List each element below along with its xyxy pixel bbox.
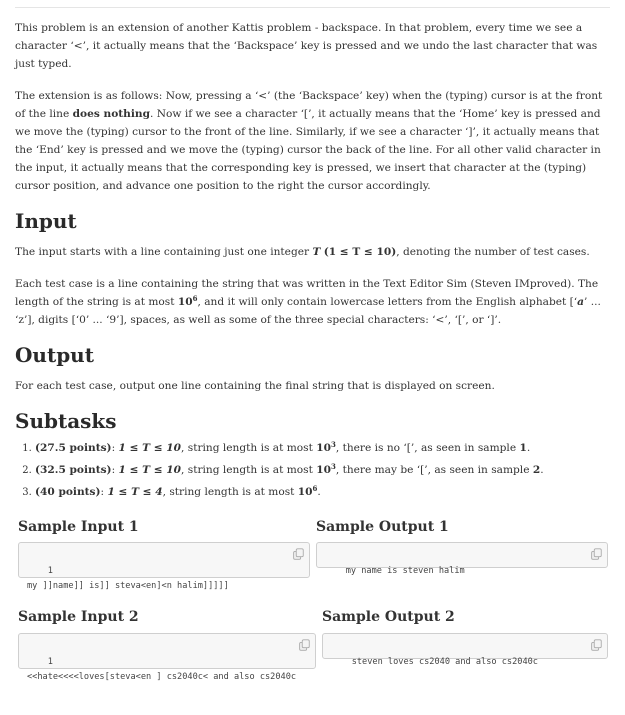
input-heading: Input bbox=[15, 209, 77, 233]
sample-input-1-text: 1 my ]]name]] is]] steva<en]<n halim]]]]] bbox=[27, 566, 229, 591]
top-divider bbox=[15, 7, 610, 8]
copy-icon[interactable] bbox=[589, 547, 603, 561]
intro-paragraph-1: This problem is an extension of another Kattis problem - backspace. In that problem, every time we see a character ‘<’, it actually means that the ‘Backspace’ key is pressed and we undo the last character that was just typed. bbox=[15, 22, 598, 70]
sample-input-1-box[interactable] bbox=[18, 542, 310, 591]
sample-output-1-text: my name is steven halim bbox=[345, 566, 465, 576]
sample-input-2-box[interactable] bbox=[18, 633, 316, 682]
input-paragraph-1: The input starts with a line containing just one integer T (1 ≤ T ≤ 10), denoting the number of test cases. bbox=[15, 246, 590, 258]
subtask-item: 1. (27.5 points): 1 ≤ T ≤ 10, string length is at most $10^3$, there is no ‘[’, as seen in sample 1. bbox=[35, 437, 612, 459]
output-heading: Output bbox=[15, 343, 94, 367]
copy-icon[interactable] bbox=[297, 638, 311, 652]
sample-output-2-text: steven loves cs2040 and also cs2040c bbox=[351, 657, 538, 667]
subtask-item: 3. (40 points): 1 ≤ T ≤ 4, string length is at most $10^6$. bbox=[35, 481, 612, 503]
copy-icon[interactable] bbox=[589, 638, 603, 652]
intro-paragraph-2: The extension is as follows: Now, pressing a ‘<’ (the ‘Backspace’ key) when the (typing) cursor is at the front of the line does nothing. Now if we see a character ‘[’, it actually means that the ‘Home’ key is pressed and we move the (typing) cursor to the front of the line. Similarly, if we see a character ‘]’, it actually means that the ‘End’ key is pressed and we move the (typing) cursor the back of the line. For all other valid character in the input, it actually means that the corresponding key is pressed, we insert that character at the (typing) cursor position, and advance one position to the right the cursor accordingly. bbox=[15, 90, 603, 192]
subtasks-heading: Subtasks bbox=[15, 409, 117, 433]
sample-input-2-text: 1 <<hate<<<<loves[steva<en ] cs2040c< and also cs2040c bbox=[27, 657, 297, 682]
input-paragraph-2: Each test case is a line containing the string that was written in the Text Editor Sim (Steven IMproved). The length of the string is at most $10^6$, and it will only contain lowercase letters from the English alphabet [‘a’ ... ‘z’], digits [‘0’ ... ‘9’], spaces, as well as some of the three special characters: ‘<’, ‘[’, or ‘]’. bbox=[15, 278, 601, 326]
sample-output-2-box[interactable] bbox=[322, 633, 608, 667]
sample-input-1-title: Sample Input 1 bbox=[18, 519, 139, 535]
sample-input-2-title: Sample Input 2 bbox=[18, 609, 139, 625]
emphasis-does-nothing: does nothing bbox=[72, 108, 150, 120]
subtask-item: 2. (32.5 points): 1 ≤ T ≤ 10, string length is at most $10^3$, there may be ‘[’, as seen in sample 2. bbox=[35, 459, 612, 481]
sample-output-1-box[interactable] bbox=[316, 542, 608, 576]
copy-icon[interactable] bbox=[291, 547, 305, 561]
sample-output-2-title: Sample Output 2 bbox=[322, 609, 455, 625]
sample-output-1-title: Sample Output 1 bbox=[316, 519, 449, 535]
problem-statement bbox=[15, 19, 612, 503]
output-paragraph: For each test case, output one line containing the final string that is displayed on screen. bbox=[15, 380, 495, 392]
subtasks-list bbox=[15, 437, 612, 503]
